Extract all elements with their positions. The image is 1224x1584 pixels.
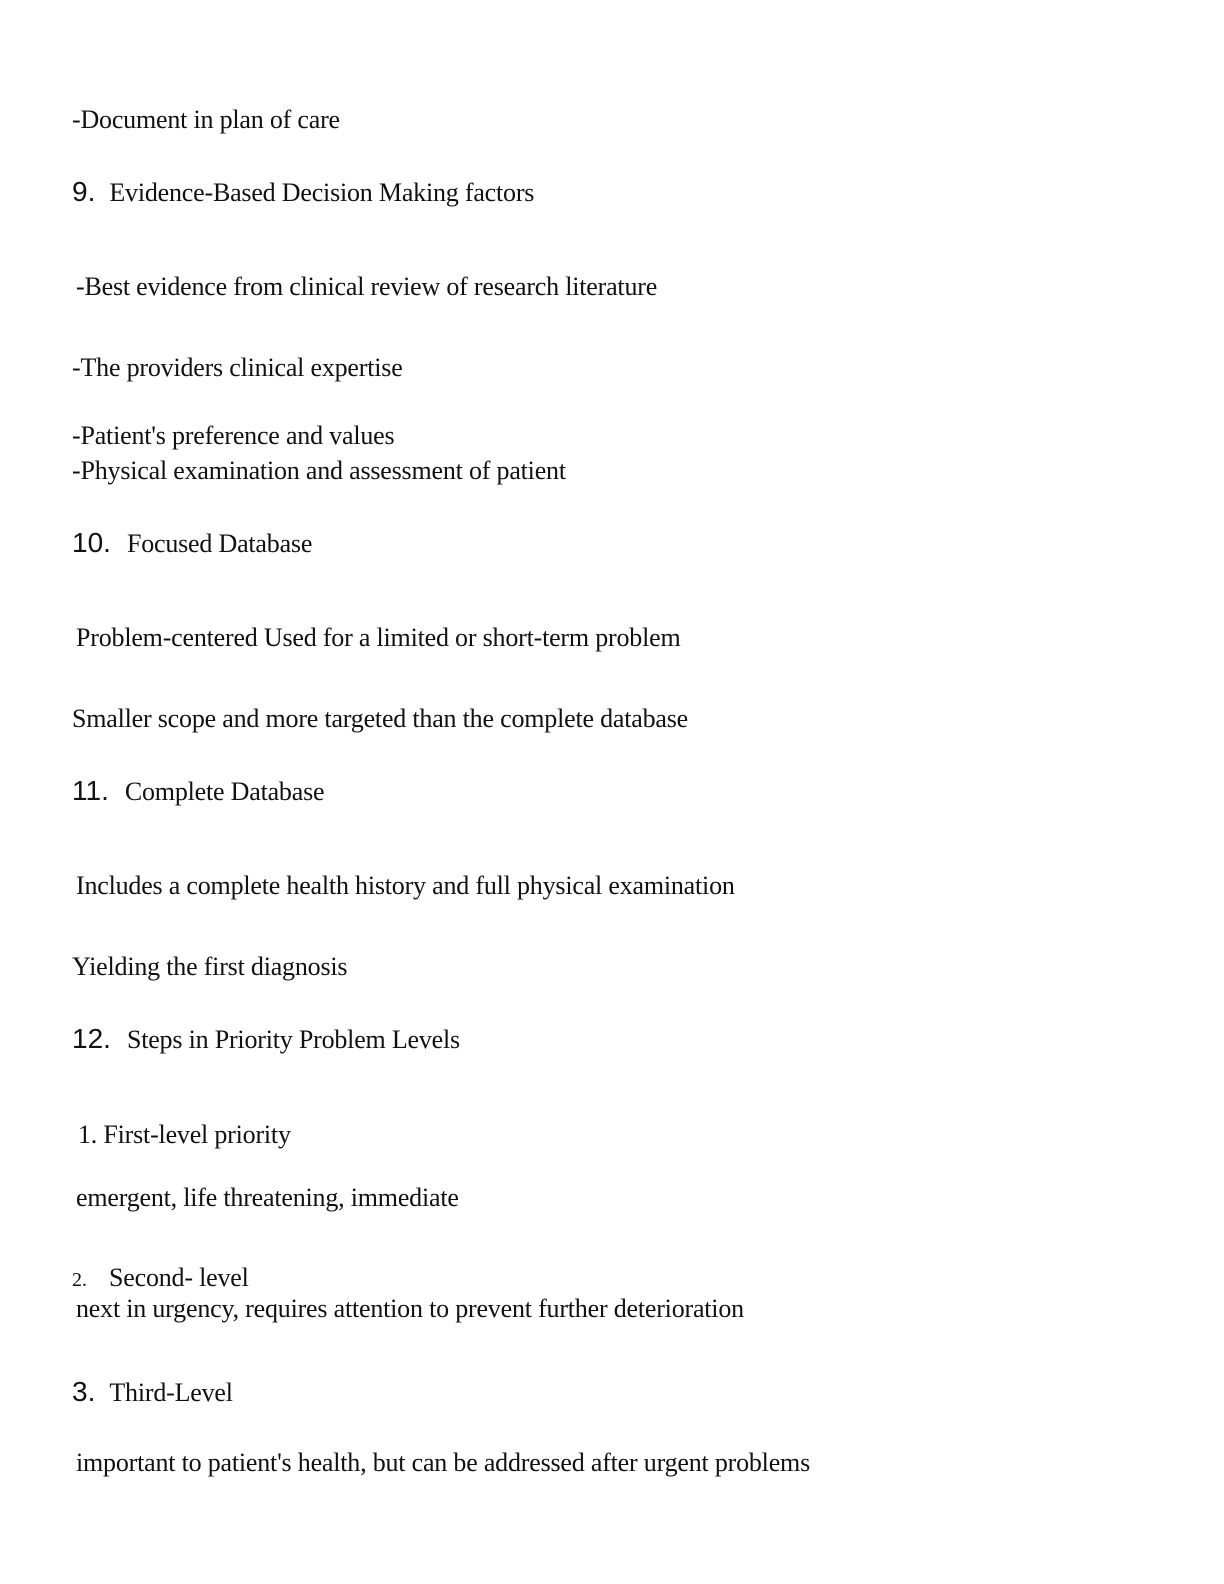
section-heading-10 <box>72 527 312 564</box>
section-title: Focused Database <box>126 529 313 558</box>
section-9-line-2: -The providers clinical expertise <box>72 353 403 382</box>
section-heading-9 <box>72 176 534 213</box>
section-10-line-1: Problem-centered Used for a limited or short-term problem <box>76 623 681 652</box>
section-number: 11. <box>72 775 109 806</box>
level-number: 3. <box>72 1376 96 1407</box>
section-number: 12. <box>72 1023 111 1054</box>
section-9-line-1: -Best evidence from clinical review of research literature <box>76 272 658 301</box>
section-9-line-3: -Patient's preference and values <box>72 421 395 450</box>
level-3-description: important to patient's health, but can be addressed after urgent problems <box>76 1448 810 1477</box>
level-2-description: next in urgency, requires attention to prevent further deterioration <box>76 1294 744 1323</box>
section-heading-11 <box>72 775 324 812</box>
section-title: Complete Database <box>124 777 325 806</box>
section-heading-12 <box>72 1023 460 1060</box>
section-9-line-4: -Physical examination and assessment of patient <box>72 456 566 485</box>
level-3-heading <box>72 1376 233 1413</box>
section-number: 10. <box>72 527 111 558</box>
level-1-heading: 1. First-level priority <box>78 1120 291 1149</box>
section-11-line-1: Includes a complete health history and full physical examination <box>76 871 735 900</box>
section-title: Evidence-Based Decision Making factors <box>109 178 535 207</box>
level-title: Second- level <box>109 1263 249 1292</box>
level-1-description: emergent, life threatening, immediate <box>76 1183 459 1212</box>
section-11-line-2: Yielding the first diagnosis <box>72 952 348 981</box>
section-title: Steps in Priority Problem Levels <box>126 1025 460 1054</box>
level-number: 2. <box>72 1269 87 1291</box>
level-title: Third-Level <box>109 1378 233 1407</box>
section-number: 9. <box>72 176 96 207</box>
intro-line: -Document in plan of care <box>72 105 340 134</box>
section-10-line-2: Smaller scope and more targeted than the complete database <box>72 704 689 733</box>
